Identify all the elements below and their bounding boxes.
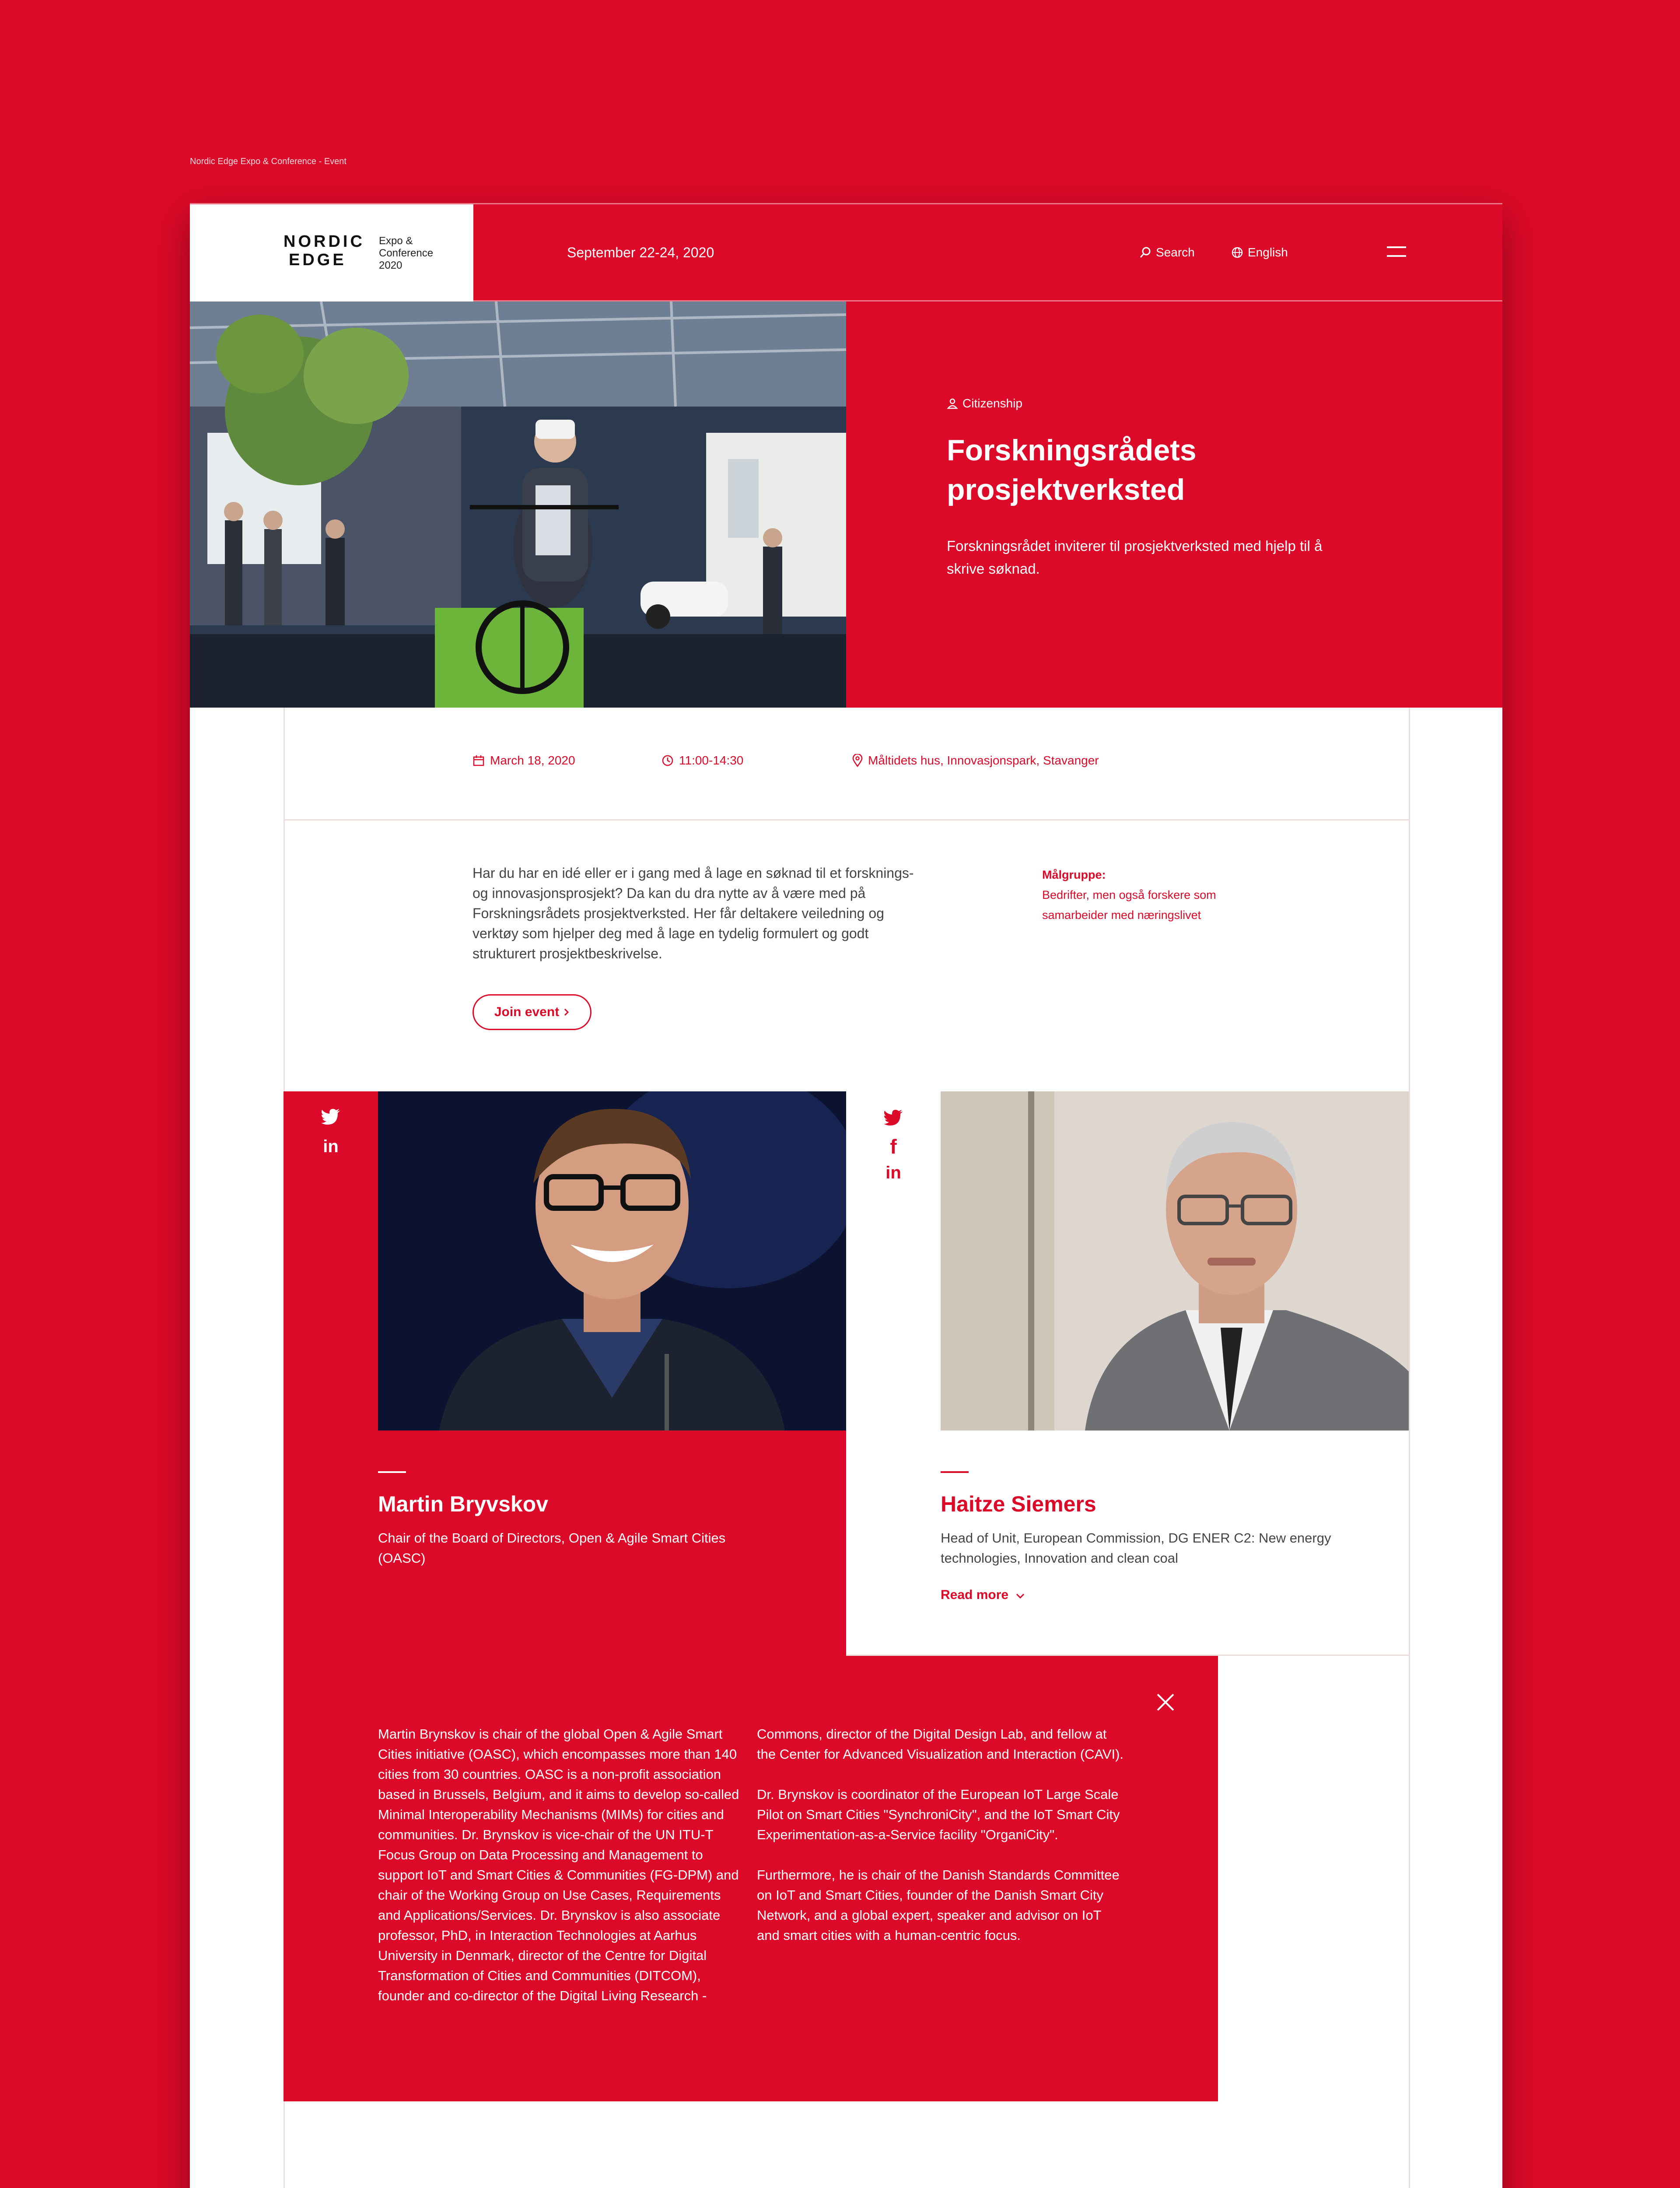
speaker-2-name: Haitze Siemers (941, 1492, 1096, 1516)
search-icon (1139, 246, 1152, 259)
speaker-2-social (880, 1107, 906, 1186)
calendar-icon (472, 754, 485, 767)
event-location-text: Måltidets hus, Innovasjonspark, Stavanger (868, 754, 1099, 767)
hero-image (190, 302, 846, 708)
join-event-button[interactable] (472, 994, 592, 1030)
speaker-1-name: Martin Bryvskov (378, 1492, 549, 1516)
speaker-photo-2 (941, 1091, 1409, 1431)
speaker-photo-1 (378, 1091, 846, 1431)
category-label: Citizenship (962, 396, 1022, 410)
globe-icon (1231, 246, 1243, 259)
chevron-down-icon (1015, 1593, 1025, 1599)
bio-paragraph-2: Dr. Brynskov is coordinator of the European IoT Large Scale Pilot on Smart Cities "SynchroniCity", and the IoT Smart City Experimentation-as-a-Service facility "OrganiCity". (757, 1787, 1120, 1842)
logo-word-2: EDGE (289, 251, 346, 269)
target-group-colon: : (1102, 868, 1106, 881)
event-description: Har du har en idé eller er i gang med å lage en søknad til et forsknings- og innovasjonsprosjekt? Da kan du dra nytte av å være med på Forskningsrådets prosjektverksted. Her får deltakere veiledning og verktøy som hjelper deg med å lage en tydelig formulert og godt strukturert prosjektbeskrivelse. (472, 865, 914, 961)
target-group-text: Bedrifter, men også forskere som samarbeider med næringslivet (1042, 888, 1216, 922)
event-time-text: 11:00-14:30 (679, 754, 744, 767)
speaker-1-social (318, 1106, 344, 1161)
read-more-label: Read more (941, 1588, 1009, 1602)
menu-icon (1387, 246, 1406, 248)
event-date-text: March 18, 2020 (490, 754, 575, 767)
linkedin-icon[interactable]: in (323, 1137, 339, 1156)
join-event-label: Join event (494, 1005, 560, 1019)
logo-sub-3: 2020 (379, 259, 402, 271)
speaker-1-role: Chair of the Board of Directors, Open & Agile Smart Cities (OASC) (378, 1530, 726, 1566)
language-label: English (1248, 245, 1288, 259)
bio-column-1: Martin Brynskov is chair of the global Open & Agile Smart Cities initiative (OASC), which encompasses more than 140 cities from 30 countries. OASC is a non-profit association based in Brussels, Belgium, and it aims to develop so-called Minimal Interoperability Mechanisms (MIMs) for cities and communities. Dr. Brynskov is vice-chair of the UN ITU-T Focus Group on Data Processing and Management to support IoT and Smart Cities & Communities (FG-DPM) and chair of the Working Group on Use Cases, Requirements and Applications/Services. Dr. Brynskov is also associate professor, PhD, in Interaction Technologies at Aarhus University in Denmark, director of the Centre for Digital Transformation of Cities and Communities (DITCOM), founder and co-director of the Digital Living Research - (378, 1726, 739, 2003)
event-time (662, 754, 743, 768)
logo-sub-1: Expo & (379, 235, 413, 247)
menu-icon-line (1387, 255, 1406, 257)
target-group-label: Målgruppe (1042, 868, 1102, 881)
language-switch[interactable] (1231, 245, 1288, 259)
site-header (190, 203, 1502, 302)
event-summary: Forskningsrådet inviterer til prosjektverksted med hjelp til å skrive søknad. (947, 538, 1323, 577)
clock-icon (662, 754, 674, 767)
search-button[interactable] (1139, 245, 1195, 259)
search-label: Search (1156, 245, 1195, 259)
event-date (472, 754, 575, 768)
chevron-right-icon (564, 1008, 570, 1017)
read-more-button[interactable] (941, 1588, 1025, 1602)
twitter-icon[interactable] (321, 1109, 340, 1125)
close-icon (1153, 1690, 1178, 1715)
event-title: Forskningsrådets prosjektverksted (947, 434, 1197, 506)
speaker-1-accent (378, 1471, 406, 1473)
info-divider-top (284, 819, 1409, 820)
category-tag[interactable] (947, 396, 1022, 410)
event-page (190, 203, 1502, 2188)
bio-paragraph-1: Commons, director of the Digital Design Lab, and fellow at the Center for Advanced Visualization and Interaction (CAVI). (757, 1726, 1124, 1762)
event-dates: September 22-24, 2020 (567, 245, 714, 260)
person-icon (947, 398, 958, 409)
speaker-2-accent (941, 1471, 969, 1473)
logo-word-1: NORDIC (284, 232, 365, 251)
bio-column-2 (757, 1724, 1124, 1946)
linkedin-icon[interactable]: in (886, 1163, 901, 1182)
target-group (1042, 865, 1252, 925)
event-location[interactable] (852, 754, 1099, 768)
logo-sub-2: Conference (379, 247, 434, 259)
speaker-2-role: Head of Unit, European Commission, DG ENER C2: New energy technologies, Innovation and clean coal (941, 1530, 1331, 1566)
facebook-icon[interactable]: f (890, 1135, 897, 1158)
page-caption: Nordic Edge Expo & Conference - Event (190, 157, 346, 166)
location-pin-icon (852, 754, 863, 767)
logo[interactable] (190, 204, 473, 302)
bio-paragraph-3: Furthermore, he is chair of the Danish Standards Committee on IoT and Smart Cities, founder of the Danish Smart City Network, and a global expert, speaker and advisor on IoT and smart cities with a human-centric focus. (757, 1867, 1120, 1943)
twitter-icon[interactable] (884, 1110, 903, 1126)
close-bio-button[interactable] (1153, 1690, 1178, 1715)
menu-button[interactable] (1387, 246, 1406, 259)
